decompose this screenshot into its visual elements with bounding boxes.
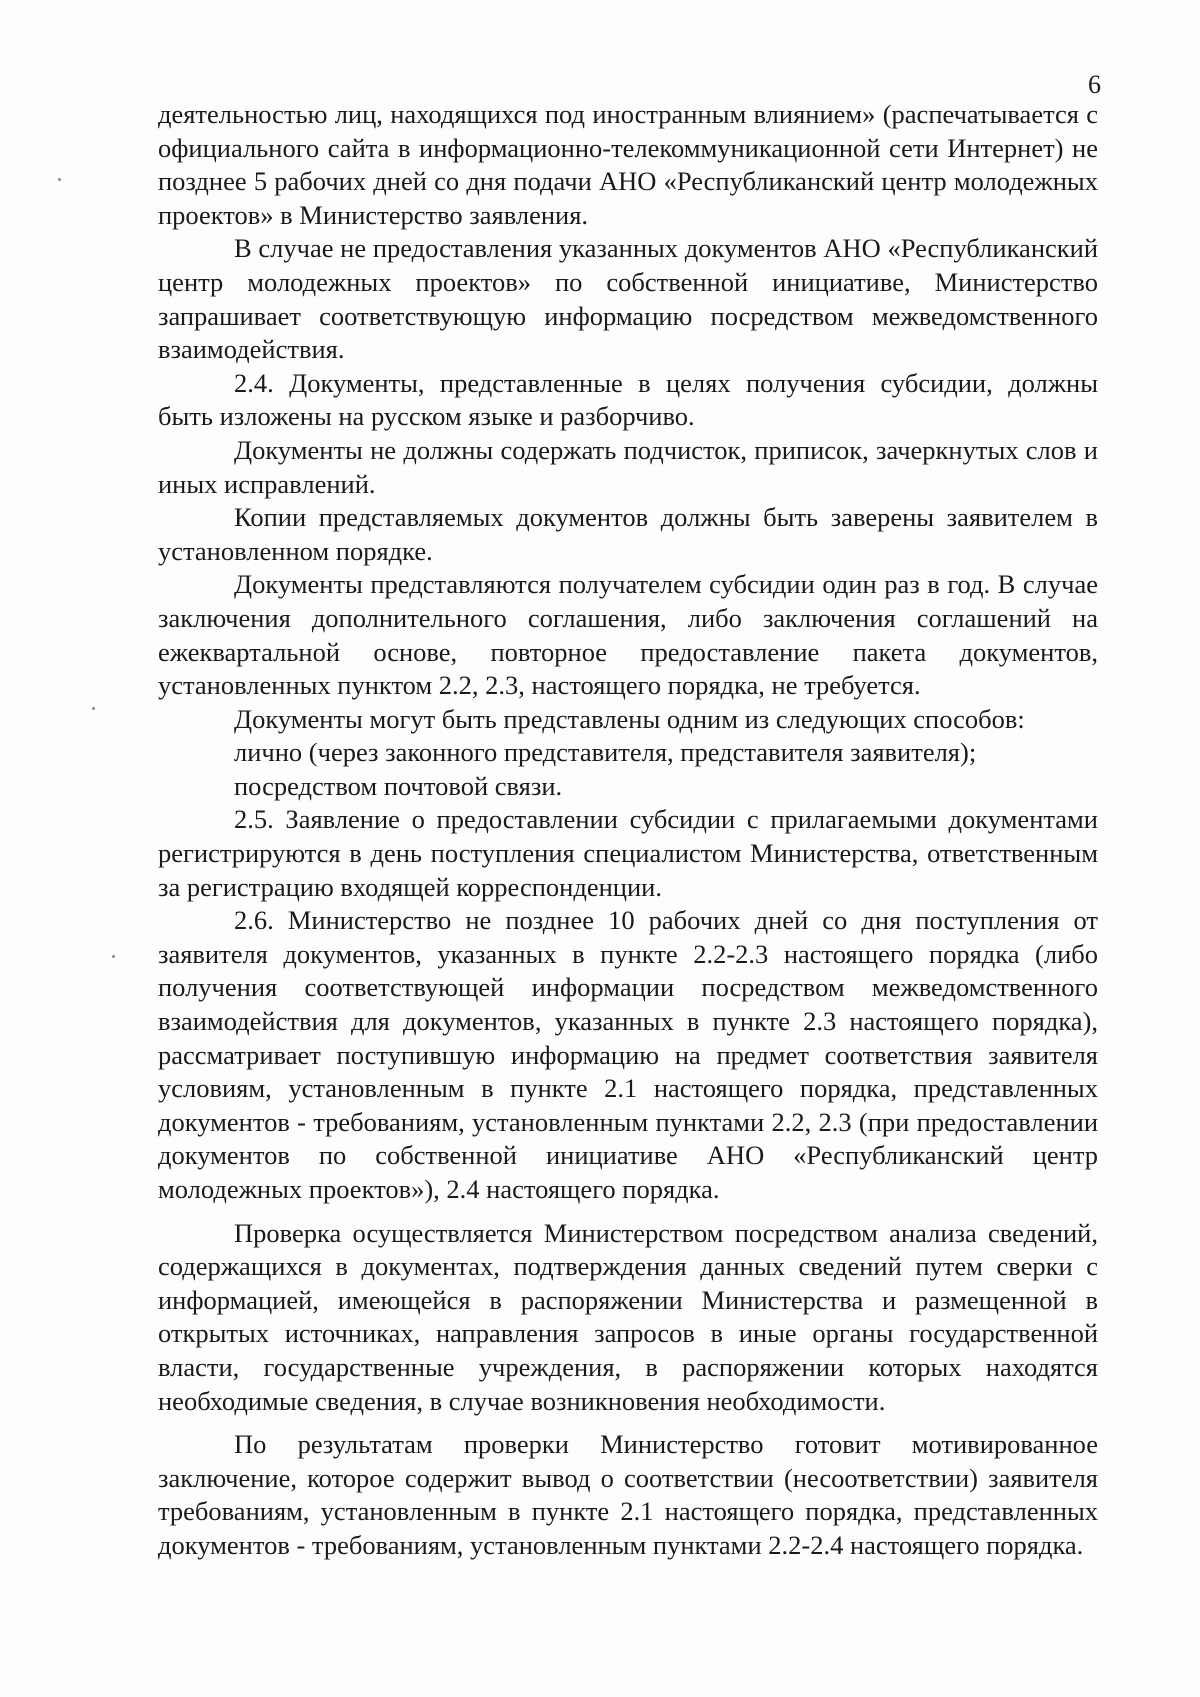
scan-speck xyxy=(58,178,61,181)
list-item-in-person: лично (через законного представителя, представителя заявителя); xyxy=(234,737,977,768)
paragraph-no-corrections: Документы не должны содержать подчисток, приписок, зачеркнутых слов и иных исправлений. xyxy=(158,434,1098,499)
paragraph-once-a-year: Документы представляются получателем субсидии один раз в год. В случае заключения дополнительного соглашения, либо заключения соглашений на ежеквартальной основе, повторное предоставление пакета документов, установленных пунктом 2.2, 2.3, настоящего порядка, не требуется. xyxy=(158,569,1098,701)
paragraph-verification: Проверка осуществляется Министерством посредством анализа сведений, содержащихся в документах, подтверждения данных сведений путем сверки с информацией, имеющейся в распоряжении Министерства и размещенной в открытых источниках, направления запросов в иные органы государственной власти, государственные учреждения, в распоряжении которых находятся необходимые сведения, в случае возникновения необходимости. xyxy=(158,1217,1098,1416)
scan-speck xyxy=(112,955,115,958)
paragraph-request-info: В случае не предоставления указанных документов АНО «Республиканский центр молодежных проектов» по собственной инициативе, Министерство запрашивает соответствующую информацию посредством межведомственного взаимодействия. xyxy=(158,233,1098,365)
scan-speck xyxy=(92,707,95,710)
paragraph-copies: Копии представляемых документов должны быть заверены заявителем в установленном порядке. xyxy=(158,502,1098,566)
paragraph-methods-intro: Документы могут быть представлены одним из следующих способов: xyxy=(234,703,1025,734)
paragraph-conclusion: По результатам проверки Министерство готовит мотивированное заключение, которое содержит вывод о соответствии (несоответствии) заявителя требованиям, установленным в пункте 2.1 настоящего порядка, представленных документов - требованиям, установленным пунктами 2.2-2.4 настоящего порядка. xyxy=(158,1429,1098,1560)
paragraph-continuation: деятельностью лиц, находящихся под иностранным влиянием» (распечатывается с официального сайта в информационно-телекоммуникационной сети Интернет) не позднее 5 рабочих дней со дня подачи АНО «Республиканский центр молодежных проектов» в Министерство заявления. xyxy=(158,99,1098,230)
paragraph-2-4: 2.4. Документы, представленные в целях получения субсидии, должны быть изложены на русском языке и разборчиво. xyxy=(158,367,1098,432)
paragraph-2-5: 2.5. Заявление о предоставлении субсидии с прилагаемыми документами регистрируются в день поступления специалистом Министерства, ответственным за регистрацию входящей корреспонденции. xyxy=(158,804,1098,902)
page-number: 6 xyxy=(1088,70,1101,99)
paragraph-2-6: 2.6. Министерство не позднее 10 рабочих дней со дня поступления от заявителя документов, указанных в пункте 2.2-2.3 настоящего порядка (либо получения соответствующей информации посредством межведомственного взаимодействия для документов, указанных в пункте 2.3 настоящего порядка), рассматривает поступившую информацию на предмет соответствия заявителя условиям, установленным в пункте 2.1 настоящего порядка, представленных документов - требованиям, установленным пунктами 2.2, 2.3 (при предоставлении документов по собственной инициативе АНО «Республиканский центр молодежных проектов»), 2.4 настоящего порядка. xyxy=(158,905,1098,1204)
document-body xyxy=(158,98,1098,1563)
list-item-by-post: посредством почтовой связи. xyxy=(234,770,563,801)
